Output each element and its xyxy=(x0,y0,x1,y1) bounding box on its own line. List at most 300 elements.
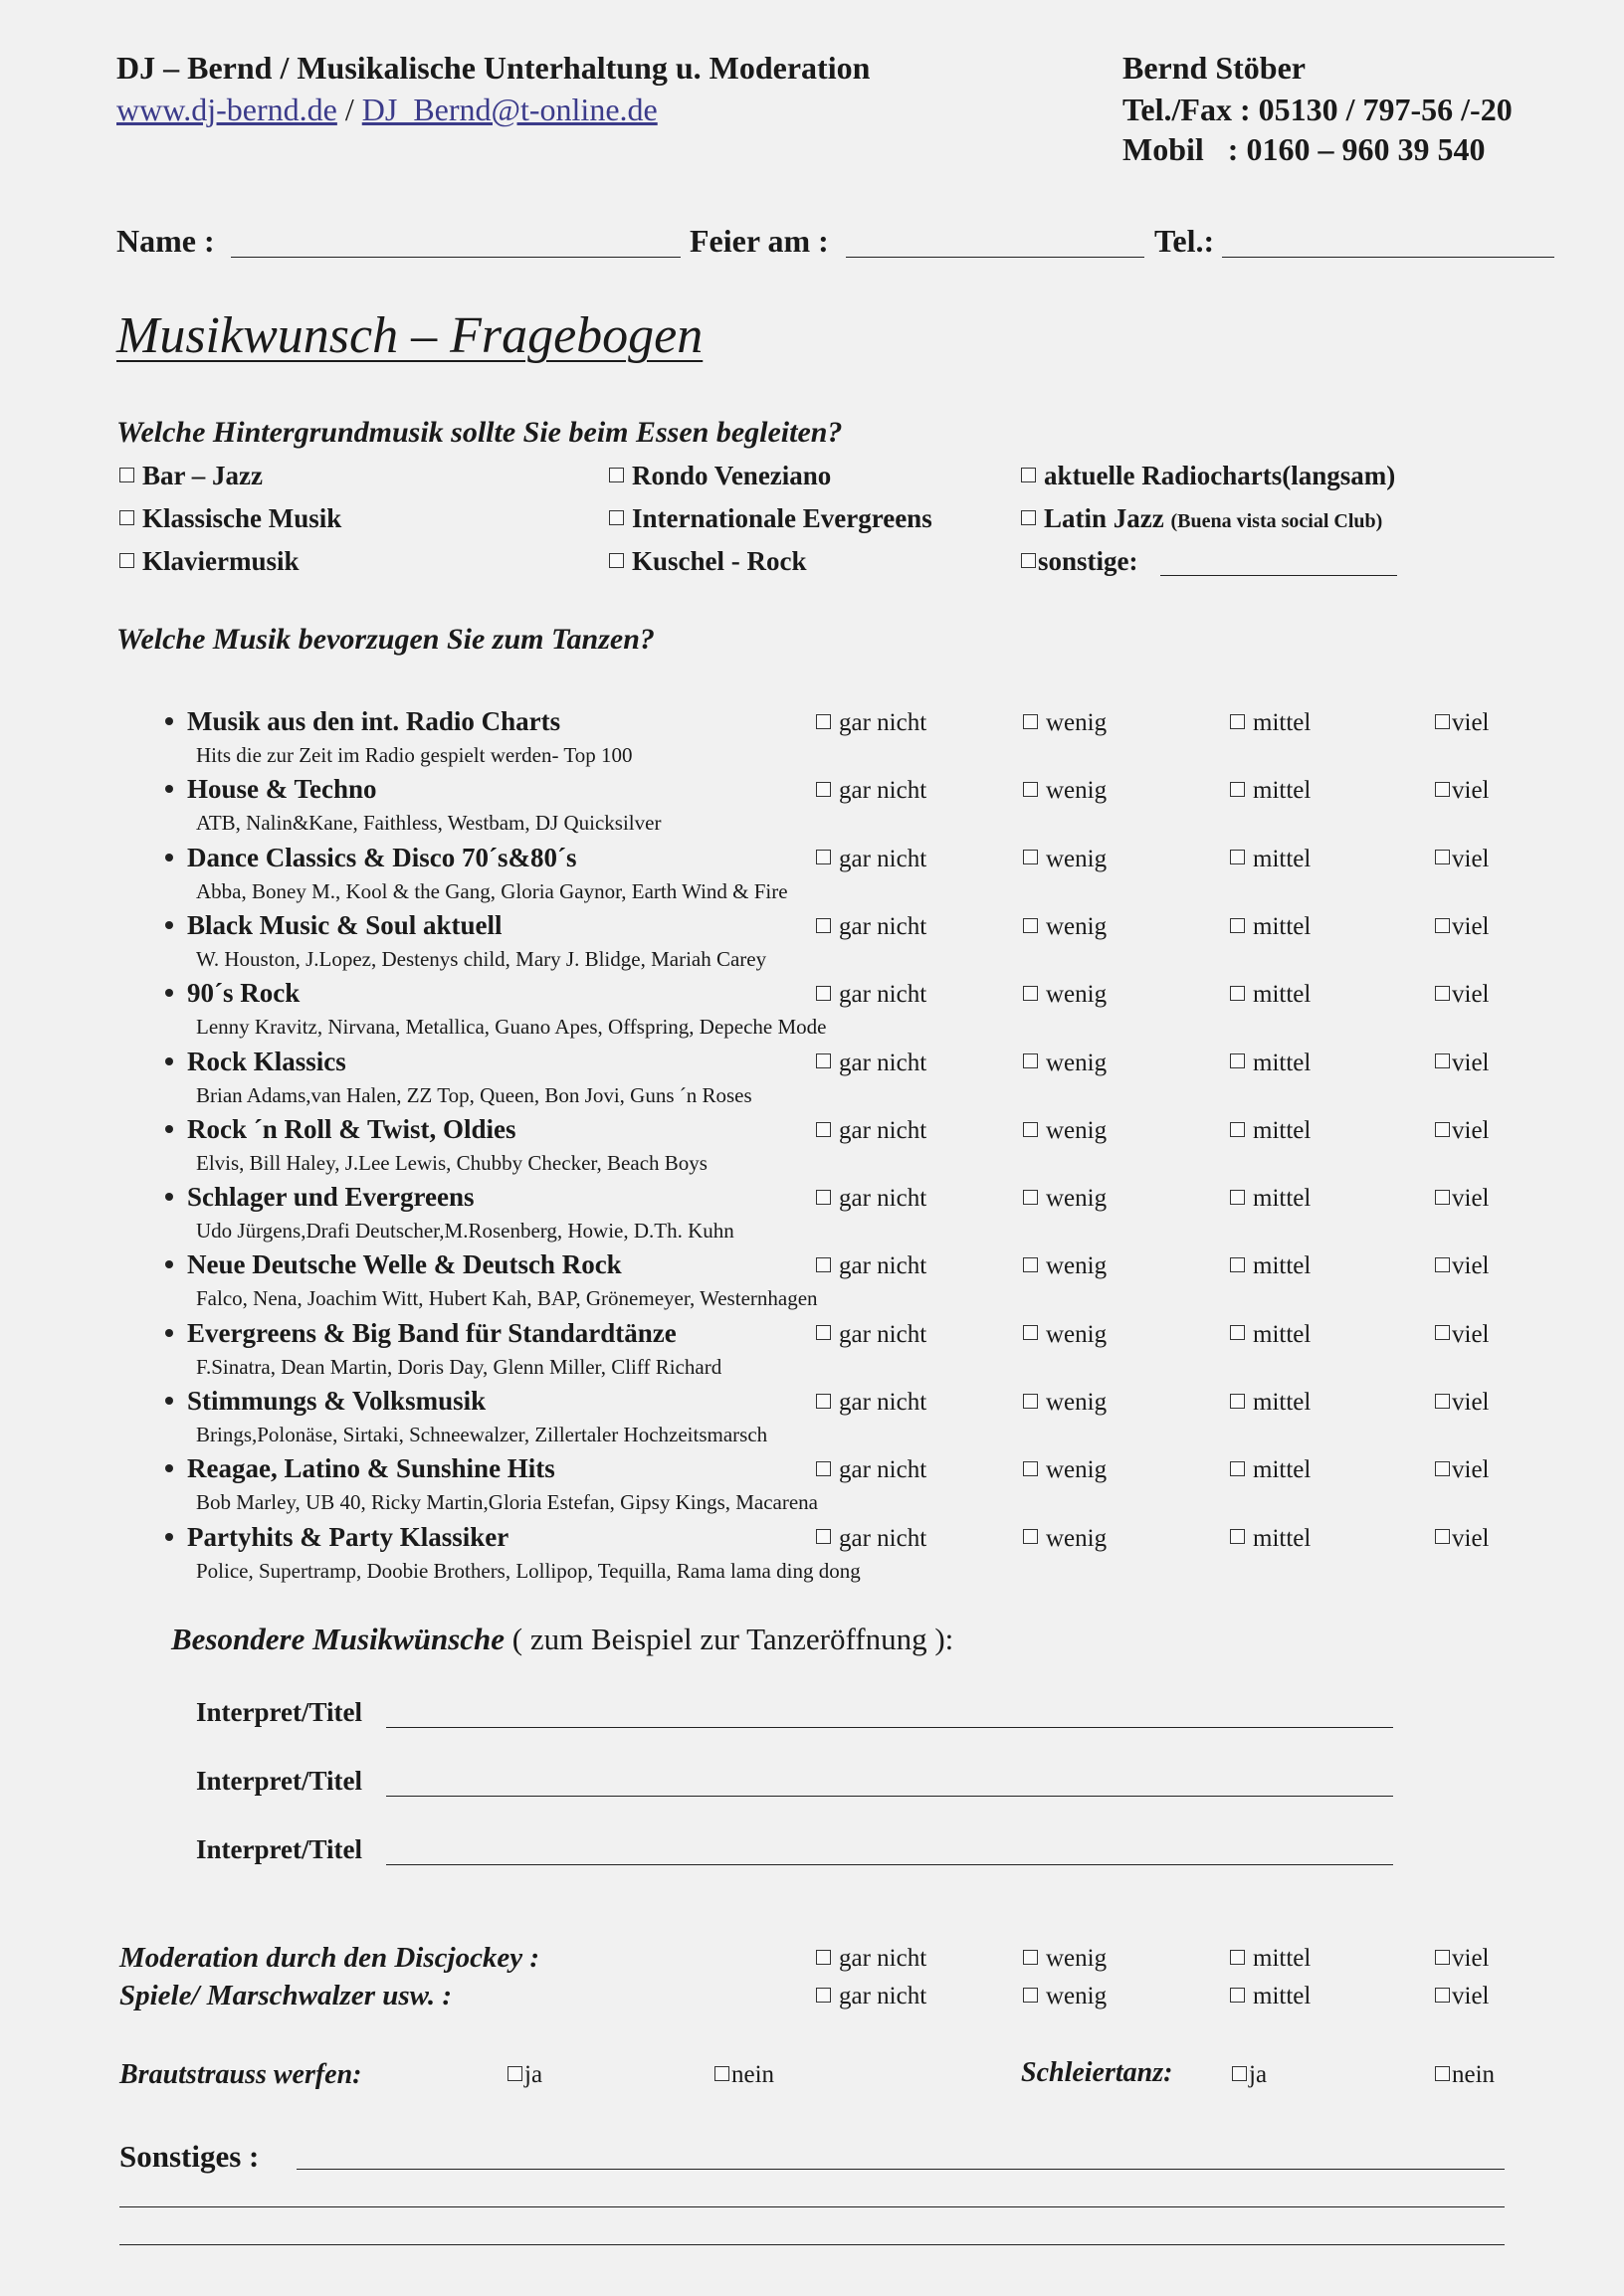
rating-label: mittel xyxy=(1253,1185,1312,1213)
genre-examples: Police, Supertramp, Doobie Brothers, Lollipop, Tequilla, Rama lama ding dong xyxy=(196,1558,861,1583)
rating-mittel[interactable] xyxy=(1230,777,1311,805)
genre-examples: Falco, Nena, Joachim Witt, Hubert Kah, BAP, Grönemeyer, Westernhagen xyxy=(196,1286,818,1311)
rating-mittel[interactable] xyxy=(1230,1117,1311,1145)
tel-label: Tel.: xyxy=(1154,223,1215,259)
checkbox-icon[interactable] xyxy=(1435,1529,1450,1544)
games-rating-wenig[interactable] xyxy=(1023,1983,1107,2010)
checkbox-icon[interactable] xyxy=(1023,850,1038,864)
rating-label: mittel xyxy=(1253,777,1312,805)
other-field-2[interactable] xyxy=(119,2206,1505,2207)
company-line: DJ – Bernd / Musikalische Unterhaltung u. Moderation xyxy=(116,50,871,86)
option-klaviermusik[interactable] xyxy=(119,546,300,577)
rating-label: wenig xyxy=(1046,1389,1108,1416)
checkbox-icon[interactable] xyxy=(1230,1053,1245,1068)
checkbox-icon[interactable] xyxy=(1021,510,1036,525)
checkbox-icon[interactable] xyxy=(508,2066,522,2081)
veil-no-label: nein xyxy=(1452,2061,1496,2088)
checkbox-icon[interactable] xyxy=(1435,1190,1450,1205)
request-field-1[interactable] xyxy=(386,1727,1393,1728)
rating-viel[interactable] xyxy=(1435,913,1490,941)
moderation-label: Moderation durch den Discjockey : xyxy=(119,1942,540,1974)
checkbox-icon[interactable] xyxy=(1023,1394,1038,1409)
rating-label: wenig xyxy=(1046,1456,1108,1484)
bouquet-no[interactable] xyxy=(714,2061,774,2089)
moderation-rating-viel[interactable] xyxy=(1435,1945,1490,1973)
genre-title-text: Evergreens & Big Band für Standardtänze xyxy=(187,1317,677,1348)
rating-gar-nicht[interactable] xyxy=(816,1252,926,1280)
genre-title xyxy=(165,1318,677,1349)
rating-mittel[interactable] xyxy=(1230,981,1311,1009)
genre-examples: Lenny Kravitz, Nirvana, Metallica, Guano Apes, Offspring, Depeche Mode xyxy=(196,1015,827,1040)
bouquet-yes-label: ja xyxy=(524,2061,543,2088)
rating-wenig[interactable] xyxy=(1023,1050,1107,1077)
rating-label: viel xyxy=(1452,1320,1490,1348)
rating-wenig[interactable] xyxy=(1023,709,1107,737)
contact-links xyxy=(116,92,658,128)
option-klassische-musik[interactable] xyxy=(119,503,341,534)
option-label: Latin Jazz xyxy=(1044,503,1164,533)
rating-mittel[interactable] xyxy=(1230,1185,1311,1213)
option-int-evergreens[interactable] xyxy=(609,503,932,534)
request-label-1: Interpret/Titel xyxy=(196,1697,362,1727)
checkbox-icon[interactable] xyxy=(1023,714,1038,729)
other-field-3[interactable] xyxy=(119,2244,1505,2245)
request-label-3: Interpret/Titel xyxy=(196,1834,362,1864)
rating-viel[interactable] xyxy=(1435,1525,1490,1553)
option-label: Internationale Evergreens xyxy=(632,503,932,533)
rating-label: mittel xyxy=(1253,1116,1312,1144)
option-label: sonstige: xyxy=(1038,546,1138,576)
email-link[interactable]: DJ_Bernd@t-online.de xyxy=(361,92,658,127)
checkbox-icon[interactable] xyxy=(816,1190,831,1205)
checkbox-icon[interactable] xyxy=(609,510,624,525)
rating-label: viel xyxy=(1452,1456,1490,1484)
option-rondo-veneziano[interactable] xyxy=(609,461,831,491)
rating-mittel[interactable] xyxy=(1230,1525,1311,1553)
request-field-2[interactable] xyxy=(386,1796,1393,1797)
other-label: Sonstiges : xyxy=(119,2139,260,2174)
checkbox-icon[interactable] xyxy=(714,2066,729,2081)
website-link[interactable]: www.dj-bernd.de xyxy=(116,92,337,127)
bullet-icon xyxy=(165,1533,173,1541)
bullet-icon xyxy=(165,989,173,997)
veil-dance-label: Schleiertanz: xyxy=(1021,2057,1173,2088)
telfax: Tel./Fax : 05130 / 797-56 /-20 xyxy=(1122,92,1513,127)
rating-label: wenig xyxy=(1046,1049,1108,1076)
other-field-1[interactable] xyxy=(297,2169,1505,2170)
rating-label: viel xyxy=(1452,1389,1490,1416)
option-label: Bar – Jazz xyxy=(142,461,263,490)
rating-wenig[interactable] xyxy=(1023,846,1107,873)
rating-gar-nicht[interactable] xyxy=(816,1456,926,1484)
bullet-icon xyxy=(165,921,173,929)
rating-label: wenig xyxy=(1046,1945,1108,1972)
rating-wenig[interactable] xyxy=(1023,1252,1107,1280)
rating-label: viel xyxy=(1452,1524,1490,1552)
rating-label: mittel xyxy=(1253,1945,1312,1972)
checkbox-icon[interactable] xyxy=(816,1988,831,2003)
veil-no[interactable] xyxy=(1435,2061,1495,2089)
rating-label: wenig xyxy=(1046,1116,1108,1144)
bullet-icon xyxy=(165,1057,173,1065)
rating-wenig[interactable] xyxy=(1023,777,1107,805)
rating-gar-nicht[interactable] xyxy=(816,1185,926,1213)
checkbox-icon[interactable] xyxy=(816,1053,831,1068)
checkbox-icon[interactable] xyxy=(1023,1053,1038,1068)
rating-viel[interactable] xyxy=(1435,981,1490,1009)
checkbox-icon[interactable] xyxy=(1023,1461,1038,1476)
games-rating-viel[interactable] xyxy=(1435,1983,1490,2010)
rating-label: viel xyxy=(1452,777,1490,805)
name-label: Name : xyxy=(116,223,215,259)
checkbox-icon[interactable] xyxy=(816,850,831,864)
moderation-rating-mittel[interactable] xyxy=(1230,1945,1311,1973)
genre-title-text: Stimmungs & Volksmusik xyxy=(187,1386,487,1416)
bullet-icon xyxy=(165,1397,173,1405)
checkbox-icon[interactable] xyxy=(119,553,134,568)
option-label: Klaviermusik xyxy=(142,546,300,576)
bouquet-label: Brautstrauss werfen: xyxy=(119,2059,362,2090)
checkbox-icon[interactable] xyxy=(816,1394,831,1409)
games-label: Spiele/ Marschwalzer usw. : xyxy=(119,1980,453,2011)
checkbox-icon[interactable] xyxy=(1230,1122,1245,1137)
rating-viel[interactable] xyxy=(1435,1185,1490,1213)
rating-label: gar nicht xyxy=(839,912,927,940)
rating-label: gar nicht xyxy=(839,1049,927,1076)
genre-examples: Elvis, Bill Haley, J.Lee Lewis, Chubby Checker, Beach Boys xyxy=(196,1150,708,1175)
bullet-icon xyxy=(165,1193,173,1201)
option-label: aktuelle Radiocharts(langsam) xyxy=(1044,461,1396,490)
checkbox-icon[interactable] xyxy=(1021,468,1036,482)
genre-examples: Brian Adams,van Halen, ZZ Top, Queen, Bon Jovi, Guns ´n Roses xyxy=(196,1082,752,1107)
checkbox-icon[interactable] xyxy=(816,1529,831,1544)
checkbox-icon[interactable] xyxy=(1023,1950,1038,1965)
sonstige-field[interactable] xyxy=(1160,575,1397,576)
checkbox-icon[interactable] xyxy=(1435,1988,1450,2003)
rating-viel[interactable] xyxy=(1435,1252,1490,1280)
rating-label: wenig xyxy=(1046,1320,1108,1348)
genre-title xyxy=(165,1522,508,1553)
rating-viel[interactable] xyxy=(1435,1117,1490,1145)
checkbox-icon[interactable] xyxy=(1023,1257,1038,1272)
checkbox-icon[interactable] xyxy=(1230,918,1245,933)
genre-examples: W. Houston, J.Lopez, Destenys child, Mary J. Blidge, Mariah Carey xyxy=(196,946,767,971)
checkbox-icon[interactable] xyxy=(816,1461,831,1476)
date-label: Feier am : xyxy=(690,223,829,259)
bullet-icon xyxy=(165,1329,173,1337)
checkbox-icon[interactable] xyxy=(1435,850,1450,864)
rating-label: mittel xyxy=(1253,1983,1312,2009)
bullet-icon xyxy=(165,1260,173,1268)
rating-gar-nicht[interactable] xyxy=(816,777,926,805)
rating-label: viel xyxy=(1452,845,1490,872)
mobile: Mobil : 0160 – 960 39 540 xyxy=(1122,131,1486,167)
checkbox-icon[interactable] xyxy=(1230,1190,1245,1205)
rating-wenig[interactable] xyxy=(1023,913,1107,941)
rating-gar-nicht[interactable] xyxy=(816,1050,926,1077)
rating-gar-nicht[interactable] xyxy=(816,1389,926,1417)
genre-examples: F.Sinatra, Dean Martin, Doris Day, Glenn Miller, Cliff Richard xyxy=(196,1354,722,1379)
rating-gar-nicht[interactable] xyxy=(816,981,926,1009)
rating-wenig[interactable] xyxy=(1023,981,1107,1009)
option-sonstige[interactable] xyxy=(1021,546,1138,577)
dance-question: Welche Musik bevorzugen Sie zum Tanzen? xyxy=(116,623,655,656)
rating-label: gar nicht xyxy=(839,1185,927,1213)
checkbox-icon[interactable] xyxy=(609,468,624,482)
genre-title-text: Black Music & Soul aktuell xyxy=(187,909,503,940)
rating-wenig[interactable] xyxy=(1023,1525,1107,1553)
genre-title xyxy=(165,1182,475,1213)
checkbox-icon[interactable] xyxy=(816,1950,831,1965)
rating-wenig[interactable] xyxy=(1023,1321,1107,1349)
checkbox-icon[interactable] xyxy=(1023,918,1038,933)
special-heading-rest: ( zum Beispiel zur Tanzeröffnung ): xyxy=(505,1622,954,1656)
checkbox-icon[interactable] xyxy=(1021,553,1036,568)
rating-label: wenig xyxy=(1046,845,1108,872)
checkbox-icon[interactable] xyxy=(119,510,134,525)
rating-label: gar nicht xyxy=(839,845,927,872)
option-bar-jazz[interactable] xyxy=(119,461,263,491)
genre-title xyxy=(165,774,377,805)
rating-gar-nicht[interactable] xyxy=(816,846,926,873)
checkbox-icon[interactable] xyxy=(1435,1325,1450,1340)
checkbox-icon[interactable] xyxy=(1232,2066,1247,2081)
link-separator: / xyxy=(336,92,362,127)
bullet-icon xyxy=(165,1464,173,1472)
checkbox-icon[interactable] xyxy=(1023,986,1038,1001)
rating-label: viel xyxy=(1452,1983,1490,2009)
checkbox-icon[interactable] xyxy=(816,714,831,729)
rating-viel[interactable] xyxy=(1435,1456,1490,1484)
genre-title xyxy=(165,1453,555,1484)
rating-label: gar nicht xyxy=(839,1320,927,1348)
rating-viel[interactable] xyxy=(1435,1050,1490,1077)
rating-label: mittel xyxy=(1253,1524,1312,1552)
bullet-icon xyxy=(165,1125,173,1133)
rating-viel[interactable] xyxy=(1435,709,1490,737)
dinner-question: Welche Hintergrundmusik sollte Sie beim Essen begleiten? xyxy=(116,416,843,449)
rating-label: mittel xyxy=(1253,1049,1312,1076)
genre-title xyxy=(165,1249,622,1280)
bouquet-yes[interactable] xyxy=(508,2061,542,2089)
rating-wenig[interactable] xyxy=(1023,1185,1107,1213)
checkbox-icon[interactable] xyxy=(1435,1461,1450,1476)
checkbox-icon[interactable] xyxy=(1230,850,1245,864)
bullet-icon xyxy=(165,785,173,793)
genre-title xyxy=(165,706,560,737)
rating-mittel[interactable] xyxy=(1230,913,1311,941)
checkbox-icon[interactable] xyxy=(1435,1053,1450,1068)
rating-gar-nicht[interactable] xyxy=(816,913,926,941)
genre-examples: Bob Marley, UB 40, Ricky Martin,Gloria Estefan, Gipsy Kings, Macarena xyxy=(196,1490,819,1515)
genre-examples: Brings,Polonäse, Sirtaki, Schneewalzer, Zillertaler Hochzeitsmarsch xyxy=(196,1423,768,1446)
checkbox-icon[interactable] xyxy=(1435,986,1450,1001)
rating-mittel[interactable] xyxy=(1230,1389,1311,1417)
option-latin-jazz[interactable] xyxy=(1021,503,1382,534)
request-field-3[interactable] xyxy=(386,1864,1393,1865)
rating-label: mittel xyxy=(1253,981,1312,1009)
rating-label: wenig xyxy=(1046,709,1108,736)
checkbox-icon[interactable] xyxy=(816,1325,831,1340)
rating-label: wenig xyxy=(1046,1252,1108,1280)
checkbox-icon[interactable] xyxy=(1023,1122,1038,1137)
checkbox-icon[interactable] xyxy=(1230,1257,1245,1272)
checkbox-icon[interactable] xyxy=(1435,1257,1450,1272)
rating-label: viel xyxy=(1452,1049,1490,1076)
date-field[interactable] xyxy=(846,257,1144,258)
checkbox-icon[interactable] xyxy=(1435,1950,1450,1965)
rating-label: mittel xyxy=(1253,1456,1312,1484)
rating-label: gar nicht xyxy=(839,1389,927,1416)
checkbox-icon[interactable] xyxy=(1230,782,1245,797)
rating-gar-nicht[interactable] xyxy=(816,1525,926,1553)
request-label-2: Interpret/Titel xyxy=(196,1766,362,1796)
checkbox-icon[interactable] xyxy=(816,918,831,933)
rating-label: wenig xyxy=(1046,1524,1108,1552)
rating-label: mittel xyxy=(1253,1252,1312,1280)
checkbox-icon[interactable] xyxy=(1023,1190,1038,1205)
special-requests-heading xyxy=(171,1622,953,1657)
rating-label: viel xyxy=(1452,1252,1490,1280)
checkbox-icon[interactable] xyxy=(1023,1529,1038,1544)
genre-title-text: Neue Deutsche Welle & Deutsch Rock xyxy=(187,1249,622,1280)
games-rating-mittel[interactable] xyxy=(1230,1983,1311,2010)
rating-wenig[interactable] xyxy=(1023,1117,1107,1145)
rating-label: gar nicht xyxy=(839,1945,927,1972)
bullet-icon xyxy=(165,717,173,725)
checkbox-icon[interactable] xyxy=(1435,714,1450,729)
rating-gar-nicht[interactable] xyxy=(816,1321,926,1349)
genre-title-text: Schlager und Evergreens xyxy=(187,1182,475,1213)
checkbox-icon[interactable] xyxy=(816,986,831,1001)
checkbox-icon[interactable] xyxy=(1023,782,1038,797)
rating-label: viel xyxy=(1452,1945,1490,1972)
rating-label: wenig xyxy=(1046,1185,1108,1213)
genre-title-text: Reagae, Latino & Sunshine Hits xyxy=(187,1453,555,1484)
rating-viel[interactable] xyxy=(1435,777,1490,805)
special-heading-italic: Besondere Musikwünsche xyxy=(171,1622,506,1656)
rating-label: wenig xyxy=(1046,981,1108,1009)
genre-examples: Hits die zur Zeit im Radio gespielt werden- Top 100 xyxy=(196,743,633,767)
rating-mittel[interactable] xyxy=(1230,1321,1311,1349)
rating-label: gar nicht xyxy=(839,981,927,1009)
rating-label: mittel xyxy=(1253,912,1312,940)
rating-label: gar nicht xyxy=(839,1456,927,1484)
rating-label: mittel xyxy=(1253,709,1312,736)
checkbox-icon[interactable] xyxy=(609,553,624,568)
rating-label: gar nicht xyxy=(839,1252,927,1280)
rating-label: wenig xyxy=(1046,1983,1108,2009)
checkbox-icon[interactable] xyxy=(1230,714,1245,729)
rating-label: wenig xyxy=(1046,777,1108,805)
rating-label: viel xyxy=(1452,981,1490,1009)
page-title: Musikwunsch – Fragebogen xyxy=(116,307,704,364)
option-label: Klassische Musik xyxy=(142,503,342,533)
moderation-rating-gar-nicht[interactable] xyxy=(816,1945,926,1973)
genre-title-text: Dance Classics & Disco 70´s&80´s xyxy=(187,842,577,872)
moderation-rating-wenig[interactable] xyxy=(1023,1945,1107,1973)
rating-label: wenig xyxy=(1046,912,1108,940)
checkbox-icon[interactable] xyxy=(1230,1950,1245,1965)
checkbox-icon[interactable] xyxy=(1230,986,1245,1001)
genre-title xyxy=(165,910,503,941)
genre-examples: ATB, Nalin&Kane, Faithless, Westbam, DJ Quicksilver xyxy=(196,811,662,836)
rating-label: gar nicht xyxy=(839,1116,927,1144)
rating-label: gar nicht xyxy=(839,1524,927,1552)
checkbox-icon[interactable] xyxy=(1230,1325,1245,1340)
genre-examples: Udo Jürgens,Drafi Deutscher,M.Rosenberg, Howie, D.Th. Kuhn xyxy=(196,1219,734,1244)
checkbox-icon[interactable] xyxy=(1023,1325,1038,1340)
rating-label: mittel xyxy=(1253,845,1312,872)
name-field[interactable] xyxy=(231,257,681,258)
rating-mittel[interactable] xyxy=(1230,1050,1311,1077)
rating-mittel[interactable] xyxy=(1230,1456,1311,1484)
checkbox-icon[interactable] xyxy=(816,1122,831,1137)
rating-mittel[interactable] xyxy=(1230,846,1311,873)
veil-yes[interactable] xyxy=(1232,2061,1267,2089)
rating-viel[interactable] xyxy=(1435,846,1490,873)
rating-label: mittel xyxy=(1253,1320,1312,1348)
checkbox-icon[interactable] xyxy=(1435,782,1450,797)
genre-title xyxy=(165,1114,516,1145)
checkbox-icon[interactable] xyxy=(1435,1122,1450,1137)
rating-gar-nicht[interactable] xyxy=(816,1117,926,1145)
checkbox-icon[interactable] xyxy=(1230,1529,1245,1544)
genre-title-text: Rock Klassics xyxy=(187,1046,346,1076)
rating-label: viel xyxy=(1452,912,1490,940)
rating-mittel[interactable] xyxy=(1230,1252,1311,1280)
bouquet-no-label: nein xyxy=(731,2061,775,2088)
latin-jazz-note: (Buena vista social Club) xyxy=(1170,510,1383,532)
rating-viel[interactable] xyxy=(1435,1389,1490,1417)
rating-wenig[interactable] xyxy=(1023,1389,1107,1417)
rating-gar-nicht[interactable] xyxy=(816,709,926,737)
games-rating-gar-nicht[interactable] xyxy=(816,1983,926,2010)
option-kuschel-rock[interactable] xyxy=(609,546,807,577)
veil-yes-label: ja xyxy=(1249,2061,1268,2088)
rating-viel[interactable] xyxy=(1435,1321,1490,1349)
checkbox-icon[interactable] xyxy=(1435,2066,1450,2081)
checkbox-icon[interactable] xyxy=(119,468,134,482)
rating-wenig[interactable] xyxy=(1023,1456,1107,1484)
checkbox-icon[interactable] xyxy=(816,1257,831,1272)
rating-mittel[interactable] xyxy=(1230,709,1311,737)
checkbox-icon[interactable] xyxy=(1435,1394,1450,1409)
checkbox-icon[interactable] xyxy=(1023,1988,1038,2003)
genre-title xyxy=(165,978,300,1009)
rating-label: gar nicht xyxy=(839,1983,927,2009)
bullet-icon xyxy=(165,854,173,861)
rating-label: viel xyxy=(1452,1116,1490,1144)
checkbox-icon[interactable] xyxy=(1230,1988,1245,2003)
genre-title-text: 90´s Rock xyxy=(187,978,301,1009)
genre-title-text: Partyhits & Party Klassiker xyxy=(187,1521,509,1552)
checkbox-icon[interactable] xyxy=(1435,918,1450,933)
option-label: Kuschel - Rock xyxy=(632,546,807,576)
tel-field[interactable] xyxy=(1222,257,1554,258)
owner-name: Bernd Stöber xyxy=(1122,50,1306,86)
option-label: Rondo Veneziano xyxy=(632,461,832,490)
genre-examples: Abba, Boney M., Kool & the Gang, Gloria Gaynor, Earth Wind & Fire xyxy=(196,878,788,903)
checkbox-icon[interactable] xyxy=(1230,1394,1245,1409)
genre-title xyxy=(165,1047,346,1077)
option-radiocharts[interactable] xyxy=(1021,461,1395,491)
genre-title-text: House & Techno xyxy=(187,774,377,805)
checkbox-icon[interactable] xyxy=(816,782,831,797)
rating-label: mittel xyxy=(1253,1389,1312,1416)
checkbox-icon[interactable] xyxy=(1230,1461,1245,1476)
rating-label: gar nicht xyxy=(839,709,927,736)
